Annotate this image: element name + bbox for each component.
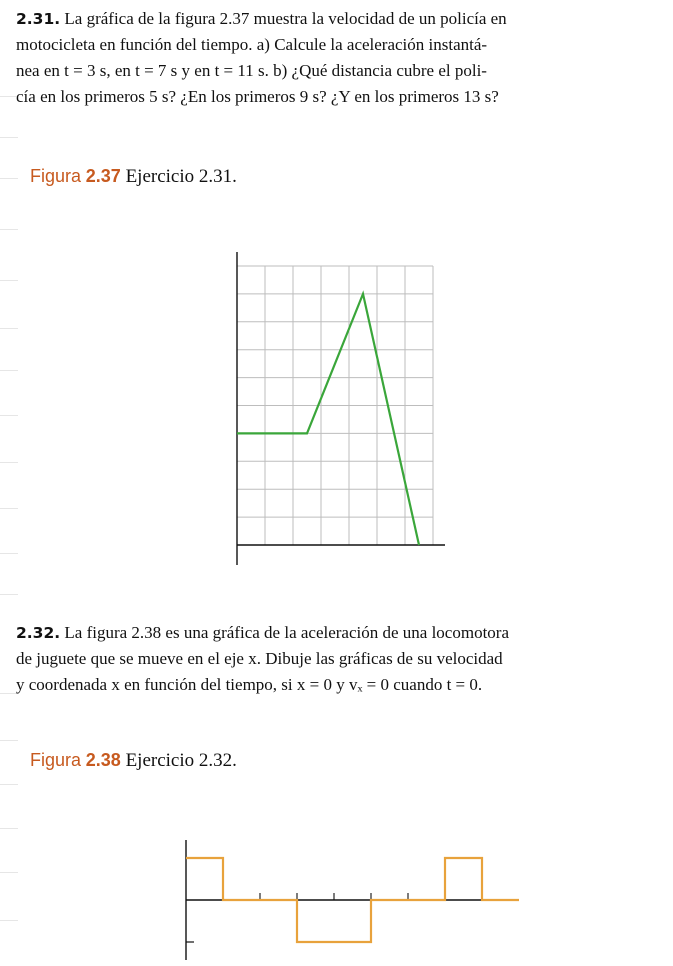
problem-line <box>16 6 661 32</box>
problem-line: nea en t = 3 s, en t = 7 s y en t = 11 s. b) ¿Qué distancia cubre el poli- <box>16 61 487 80</box>
figure-caption <box>30 166 237 188</box>
problem-2-32 <box>16 620 661 698</box>
problem-number: 2.31. <box>16 10 61 28</box>
problem-line <box>16 620 661 646</box>
problem-line: y coordenada x en función del tiempo, si x = 0 y vₓ = 0 cuando t = 0. <box>16 675 483 694</box>
acceleration-time-chart <box>0 800 673 960</box>
margin-rule <box>0 137 18 138</box>
margin-rule <box>0 594 18 595</box>
figure-caption <box>30 750 237 772</box>
problem-number: 2.32. <box>16 624 61 642</box>
velocity-time-chart <box>0 215 673 585</box>
margin-rule <box>0 784 18 785</box>
figure-caption-text: Ejercicio 2.32. <box>125 750 237 771</box>
velocity-series-line <box>237 294 419 545</box>
figure-number: 2.37 <box>85 166 121 186</box>
problem-line: motocicleta en función del tiempo. a) Calcule la aceleración instantá- <box>16 35 488 54</box>
figure-label: Figura <box>30 750 82 770</box>
figure-caption-text: Ejercicio 2.31. <box>125 166 237 187</box>
problem-text: La gráfica de la figura 2.37 muestra la velocidad de un policía en <box>64 9 507 28</box>
figure-number: 2.38 <box>85 750 121 770</box>
problem-text: La figura 2.38 es una gráfica de la aceleración de una locomotora <box>64 623 510 642</box>
margin-rule <box>0 178 18 179</box>
margin-rule <box>0 740 18 741</box>
problem-2-31 <box>16 6 661 110</box>
problem-line: cía en los primeros 5 s? ¿En los primeros 9 s? ¿Y en los primeros 13 s? <box>16 87 499 106</box>
problem-line: de juguete que se mueve en el eje x. Dibuje las gráficas de su velocidad <box>16 649 503 668</box>
figure-label: Figura <box>30 166 82 186</box>
